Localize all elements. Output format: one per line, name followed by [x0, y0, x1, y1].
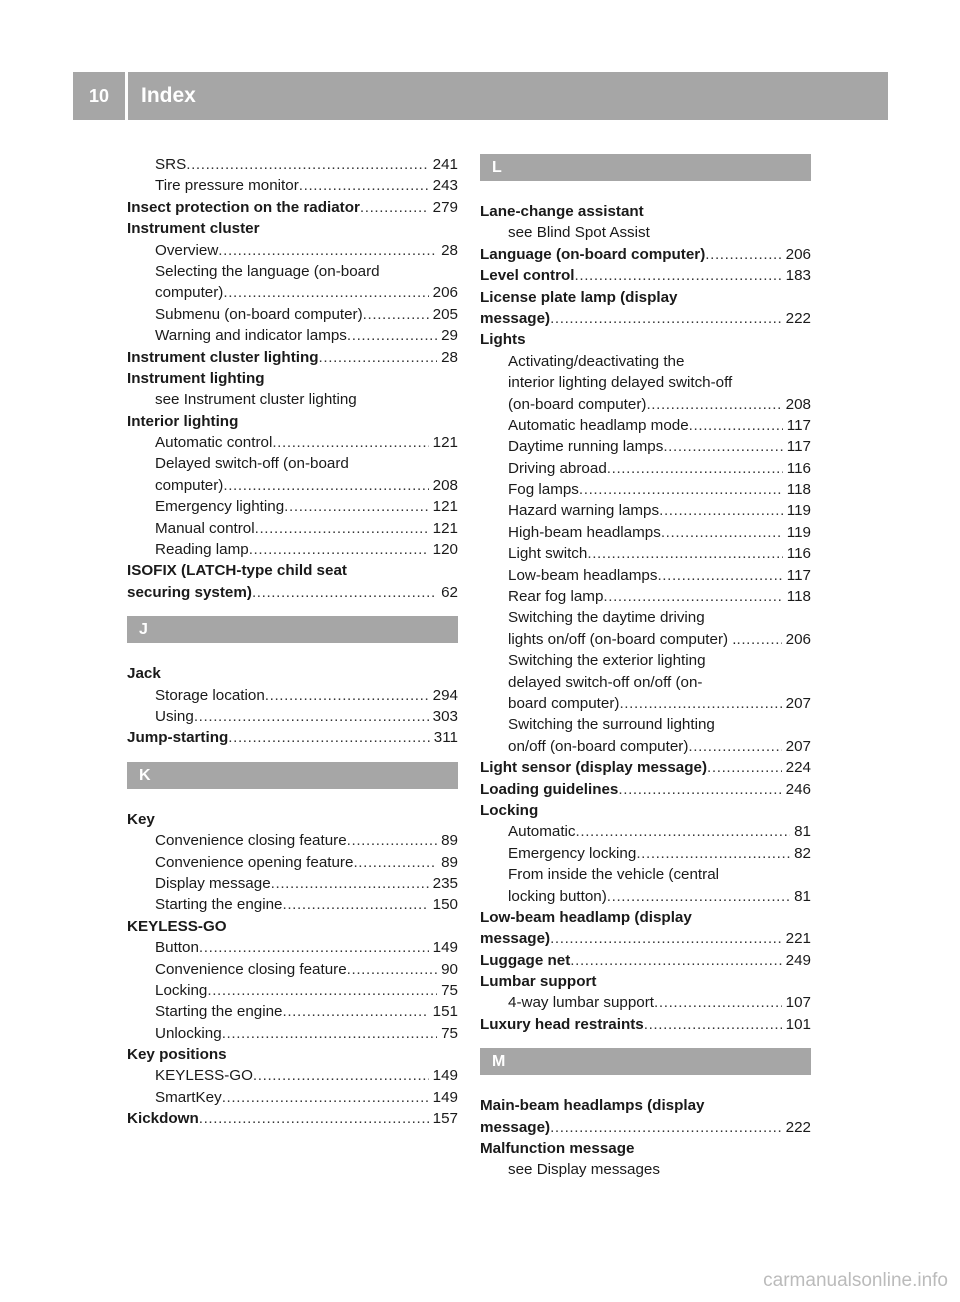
dot-leader: [299, 175, 429, 196]
index-column-left: [127, 154, 458, 1130]
index-subentry: [480, 351, 811, 372]
index-entry: [480, 1138, 811, 1159]
dot-leader: [737, 629, 782, 650]
index-subentry: [127, 261, 458, 282]
index-subentry: [127, 830, 458, 851]
entry-label: Light sensor (display message): [480, 759, 708, 777]
index-subentry: [480, 607, 811, 628]
entry-page-number: 222: [785, 309, 811, 327]
index-entry: [480, 907, 811, 928]
index-subentry: [480, 522, 811, 543]
dot-leader: [249, 539, 429, 560]
index-subentry: [127, 389, 458, 410]
entry-page-number: 118: [786, 588, 811, 606]
entry-label: Automatic control: [155, 434, 273, 452]
index-entry: [480, 779, 811, 800]
entry-label: on/off (on-board computer): [508, 737, 689, 755]
index-entry: [127, 560, 458, 581]
index-subentry: [480, 864, 811, 885]
index-subentry: [480, 394, 811, 415]
index-entry: [480, 1117, 811, 1138]
entry-page-number: 149: [432, 1067, 458, 1085]
dot-leader: [347, 325, 437, 346]
entry-page-number: 206: [785, 245, 811, 263]
dot-leader: [550, 1117, 782, 1138]
index-subentry: [480, 629, 811, 650]
index-subentry: [480, 586, 811, 607]
entry-label: Low-beam headlamp (display: [480, 908, 692, 926]
entry-label: Loading guidelines: [480, 780, 619, 798]
dot-leader: [353, 852, 437, 873]
index-subentry: [127, 959, 458, 980]
dot-leader: [661, 522, 783, 543]
entry-label: Warning and indicator lamps: [155, 327, 347, 345]
dot-leader: [194, 706, 429, 727]
entry-label: see Display messages: [508, 1161, 660, 1179]
entry-label: message): [480, 309, 551, 327]
entry-label: High-beam headlamps: [508, 523, 661, 541]
entry-label: interior lighting delayed switch-off: [508, 374, 733, 392]
dot-leader: [607, 458, 783, 479]
dot-leader: [550, 928, 782, 949]
entry-page-number: 303: [432, 707, 458, 725]
dot-leader: [199, 937, 429, 958]
entry-page-number: 116: [786, 545, 811, 563]
entry-page-number: 207: [785, 737, 811, 755]
entry-page-number: 89: [441, 853, 458, 871]
entry-page-number: 119: [786, 502, 811, 520]
index-entry: [480, 800, 811, 821]
entry-page-number: 28: [441, 241, 458, 259]
entry-label: Unlocking: [155, 1024, 222, 1042]
entry-label: Kickdown: [127, 1110, 199, 1128]
dot-leader: [255, 518, 429, 539]
dot-leader: [253, 1065, 429, 1086]
index-subentry: [480, 222, 811, 243]
index-subentry: [127, 154, 458, 175]
dot-leader: [272, 432, 428, 453]
index-subentry: [480, 736, 811, 757]
entry-label: Convenience opening feature: [155, 853, 354, 871]
entry-label: Tire pressure monitor: [155, 177, 299, 195]
section-letter-bar: L: [480, 154, 811, 181]
index-entry: [480, 308, 811, 329]
index-subentry: [127, 1023, 458, 1044]
header-divider: [125, 72, 128, 120]
entry-label: Overview: [155, 241, 219, 259]
dot-leader: [636, 843, 790, 864]
entry-label: Automatic: [508, 823, 576, 841]
index-entry: [480, 287, 811, 308]
entry-page-number: 206: [785, 630, 811, 648]
dot-leader: [207, 980, 437, 1001]
entry-page-number: 222: [785, 1118, 811, 1136]
entry-label: Instrument cluster: [127, 220, 260, 238]
entry-label: Emergency locking: [508, 844, 637, 862]
index-subentry: [480, 500, 811, 521]
dot-leader: [579, 479, 783, 500]
index-subentry: [127, 1087, 458, 1108]
index-entry: [480, 329, 811, 350]
entry-label: Selecting the language (on-board: [155, 262, 380, 280]
index-entry: [127, 916, 458, 937]
entry-page-number: 206: [432, 284, 458, 302]
dot-leader: [252, 582, 437, 603]
index-subentry: [480, 565, 811, 586]
index-entry: [127, 218, 458, 239]
entry-label: Locking: [480, 801, 539, 819]
entry-label: Language (on-board computer): [480, 245, 706, 263]
index-entry: [127, 663, 458, 684]
entry-label: Submenu (on-board computer): [155, 305, 363, 323]
dot-leader: [360, 197, 429, 218]
index-subentry: [127, 937, 458, 958]
dot-leader: [319, 347, 438, 368]
entry-page-number: 221: [785, 930, 811, 948]
dot-leader: [223, 475, 428, 496]
index-column-right: [480, 154, 811, 1181]
entry-label: lights on/off (on-board computer) .: [508, 630, 737, 648]
dot-leader: [283, 894, 429, 915]
entry-label: delayed switch-off on/off (on-: [508, 673, 703, 691]
entry-label: computer): [155, 476, 224, 494]
entry-label: Reading lamp: [155, 541, 249, 559]
index-subentry: [480, 714, 811, 735]
entry-label: see Instrument cluster lighting: [155, 391, 357, 409]
index-subentry: [127, 496, 458, 517]
dot-leader: [222, 1087, 429, 1108]
entry-page-number: 241: [432, 156, 458, 173]
entry-page-number: 62: [441, 583, 458, 601]
index-subentry: [127, 1001, 458, 1022]
entry-page-number: 224: [785, 759, 811, 777]
entry-label: message): [480, 1118, 551, 1136]
entry-label: Switching the exterior lighting: [508, 652, 706, 670]
index-subentry: [480, 479, 811, 500]
index-entry: [480, 265, 811, 286]
entry-label: Activating/deactivating the: [508, 352, 685, 370]
entry-label: ISOFIX (LATCH-type child seat: [127, 562, 347, 580]
entry-page-number: 183: [785, 267, 811, 285]
section-letter-bar: M: [480, 1048, 811, 1075]
entry-page-number: 81: [794, 823, 811, 841]
index-subentry: [480, 650, 811, 671]
entry-page-number: 101: [785, 1015, 811, 1033]
entry-label: From inside the vehicle (central: [508, 866, 720, 884]
entry-page-number: 249: [785, 951, 811, 969]
dot-leader: [654, 992, 782, 1013]
index-subentry: [127, 894, 458, 915]
entry-label: Key positions: [127, 1046, 227, 1064]
dot-leader: [575, 265, 782, 286]
entry-page-number: 82: [794, 844, 811, 862]
dot-leader: [603, 586, 782, 607]
entry-label: Light switch: [508, 545, 588, 563]
index-subentry: [127, 980, 458, 1001]
entry-page-number: 243: [432, 177, 458, 195]
index-entry: [480, 1014, 811, 1035]
index-entry: [480, 928, 811, 949]
entry-label: Luggage net: [480, 951, 571, 969]
index-subentry: [480, 436, 811, 457]
dot-leader: [265, 685, 429, 706]
dot-leader: [587, 543, 782, 564]
dot-leader: [688, 736, 781, 757]
entry-label: securing system): [127, 583, 252, 601]
index-subentry: [127, 475, 458, 496]
index-subentry: [127, 685, 458, 706]
entry-label: Lumbar support: [480, 973, 597, 991]
entry-page-number: 81: [794, 887, 811, 905]
page-title: Index: [141, 84, 196, 107]
watermark: carmanualsonline.info: [763, 1270, 948, 1291]
dot-leader: [228, 727, 430, 748]
dot-leader: [284, 496, 428, 517]
entry-page-number: 29: [441, 327, 458, 345]
index-subentry: [480, 672, 811, 693]
dot-leader: [347, 959, 437, 980]
entry-label: Malfunction message: [480, 1140, 635, 1158]
index-entry: [127, 1044, 458, 1065]
entry-label: Fog lamps: [508, 481, 579, 499]
index-subentry: [480, 992, 811, 1013]
entry-page-number: 121: [432, 434, 458, 452]
entry-page-number: 28: [441, 348, 458, 366]
index-entry: [127, 368, 458, 389]
entry-label: Daytime running lamps: [508, 438, 664, 456]
entry-label: Convenience closing feature: [155, 832, 347, 850]
entry-label: Lights: [480, 331, 526, 349]
entry-page-number: 118: [786, 481, 811, 499]
dot-leader: [689, 415, 783, 436]
index-entry: [480, 201, 811, 222]
index-subentry: [127, 304, 458, 325]
dot-leader: [550, 308, 782, 329]
entry-label: License plate lamp (display: [480, 288, 678, 306]
index-subentry: [127, 325, 458, 346]
entry-label: message): [480, 930, 551, 948]
index-subentry: [127, 432, 458, 453]
entry-label: Luxury head restraints: [480, 1015, 644, 1033]
entry-label: Lane-change assistant: [480, 203, 644, 220]
index-entry: [480, 1095, 811, 1116]
entry-page-number: 117: [786, 566, 811, 584]
dot-leader: [223, 282, 428, 303]
index-entry: [480, 950, 811, 971]
entry-page-number: 149: [432, 1088, 458, 1106]
entry-page-number: 208: [785, 395, 811, 413]
entry-label: Starting the engine: [155, 896, 283, 914]
index-entry: [127, 197, 458, 218]
entry-page-number: 235: [432, 874, 458, 892]
dot-leader: [271, 873, 429, 894]
index-entry: [127, 809, 458, 830]
index-entry: [127, 411, 458, 432]
index-entry: [127, 1108, 458, 1129]
dot-leader: [186, 154, 428, 175]
index-subentry: [480, 372, 811, 393]
entry-page-number: 208: [432, 476, 458, 494]
index-entry: [127, 582, 458, 603]
section-letter-bar: K: [127, 762, 458, 789]
entry-label: Starting the engine: [155, 1003, 283, 1021]
entry-label: KEYLESS-GO: [155, 1067, 253, 1085]
dot-leader: [646, 394, 781, 415]
index-subentry: [127, 873, 458, 894]
entry-label: Instrument lighting: [127, 369, 265, 387]
entry-page-number: 75: [441, 981, 458, 999]
index-subentry: [127, 175, 458, 196]
index-subentry: [480, 843, 811, 864]
entry-page-number: 90: [441, 960, 458, 978]
dot-leader: [659, 500, 783, 521]
entry-page-number: 119: [786, 523, 811, 541]
index-subentry: [127, 706, 458, 727]
index-subentry: [480, 543, 811, 564]
index-entry: [480, 244, 811, 265]
page-number: 10: [88, 85, 110, 106]
entry-label: Delayed switch-off (on-board: [155, 455, 349, 473]
entry-page-number: 149: [432, 939, 458, 957]
entry-page-number: 157: [432, 1110, 458, 1128]
entry-label: Emergency lighting: [155, 498, 285, 516]
entry-label: Key: [127, 810, 155, 828]
index-subentry: [127, 282, 458, 303]
index-subentry: [127, 539, 458, 560]
index-subentry: [127, 453, 458, 474]
entry-label: locking button): [508, 887, 607, 905]
dot-leader: [570, 950, 781, 971]
entry-page-number: 207: [785, 694, 811, 712]
dot-leader: [607, 886, 790, 907]
entry-label: Driving abroad: [508, 459, 607, 477]
entry-label: 4-way lumbar support: [508, 994, 655, 1012]
index-entry: [480, 757, 811, 778]
index-subentry: [480, 415, 811, 436]
entry-label: computer): [155, 284, 224, 302]
entry-page-number: 294: [432, 686, 458, 704]
entry-page-number: 117: [786, 438, 811, 456]
entry-label: Locking: [155, 981, 208, 999]
entry-page-number: 89: [441, 832, 458, 850]
index-subentry: [127, 518, 458, 539]
dot-leader: [222, 1023, 437, 1044]
dot-leader: [657, 565, 782, 586]
entry-label: Level control: [480, 267, 575, 285]
index-entry: [127, 727, 458, 748]
entry-page-number: 121: [432, 498, 458, 516]
dot-leader: [705, 244, 781, 265]
dot-leader: [663, 436, 782, 457]
index-subentry: [127, 240, 458, 261]
entry-label: Switching the surround lighting: [508, 716, 715, 734]
dot-leader: [644, 1014, 782, 1035]
dot-leader: [283, 1001, 429, 1022]
entry-label: Button: [155, 939, 199, 957]
index-subentry: [480, 821, 811, 842]
entry-page-number: 107: [785, 994, 811, 1012]
index-subentry: [480, 458, 811, 479]
dot-leader: [347, 830, 437, 851]
entry-label: SmartKey: [155, 1088, 222, 1106]
entry-label: see Blind Spot Assist: [508, 224, 650, 242]
entry-label: SRS: [155, 156, 187, 173]
entry-label: Hazard warning lamps: [508, 502, 660, 520]
entry-label: KEYLESS-GO: [127, 917, 227, 935]
dot-leader: [576, 821, 791, 842]
entry-label: Storage location: [155, 686, 265, 704]
index-subentry: [480, 886, 811, 907]
entry-label: Rear fog lamp: [508, 588, 604, 606]
entry-label: Jack: [127, 665, 161, 683]
dot-leader: [619, 693, 781, 714]
entry-page-number: 117: [786, 416, 811, 434]
entry-label: Manual control: [155, 519, 255, 537]
entry-page-number: 151: [432, 1003, 458, 1021]
index-entry: [480, 971, 811, 992]
entry-label: Instrument cluster lighting: [127, 348, 319, 366]
entry-label: board computer): [508, 694, 620, 712]
index-subentry: [480, 1159, 811, 1180]
index-entry: [127, 347, 458, 368]
entry-label: Using: [155, 707, 194, 725]
index-subentry: [480, 693, 811, 714]
dot-leader: [199, 1108, 429, 1129]
entry-page-number: 116: [786, 459, 811, 477]
entry-label: Automatic headlamp mode: [508, 416, 689, 434]
dot-leader: [218, 240, 437, 261]
entry-label: Interior lighting: [127, 412, 239, 430]
entry-page-number: 75: [441, 1024, 458, 1042]
index-subentry: [127, 1065, 458, 1086]
entry-page-number: 121: [432, 519, 458, 537]
index-subentry: [127, 852, 458, 873]
entry-label: Jump-starting: [127, 729, 229, 747]
page-header: [73, 72, 888, 120]
entry-page-number: 205: [432, 305, 458, 323]
entry-label: Convenience closing feature: [155, 960, 347, 978]
entry-page-number: 150: [432, 896, 458, 914]
dot-leader: [707, 757, 782, 778]
entry-page-number: 246: [785, 780, 811, 798]
entry-label: Main-beam headlamps (display: [480, 1097, 705, 1115]
dot-leader: [618, 779, 781, 800]
entry-label: Insect protection on the radiator: [127, 198, 360, 216]
entry-label: Low-beam headlamps: [508, 566, 658, 584]
entry-page-number: 279: [432, 198, 458, 216]
section-letter-bar: J: [127, 616, 458, 643]
entry-page-number: 120: [432, 541, 458, 559]
entry-label: Switching the daytime driving: [508, 609, 705, 627]
entry-page-number: 311: [433, 729, 458, 747]
entry-label: Display message: [155, 874, 271, 892]
entry-label: (on-board computer): [508, 395, 647, 413]
dot-leader: [363, 304, 429, 325]
